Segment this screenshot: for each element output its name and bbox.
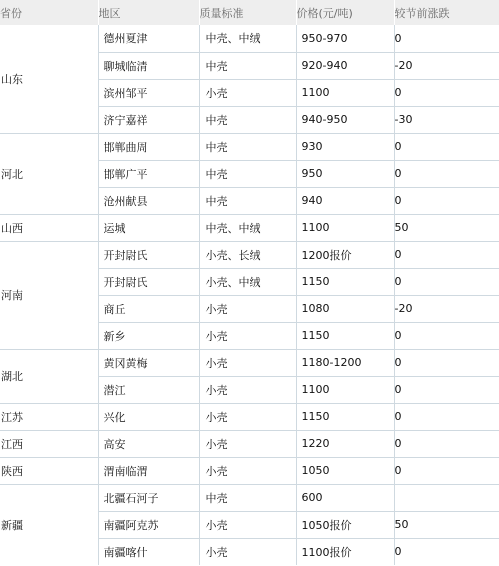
quality-cell: 小壳 xyxy=(199,538,296,565)
quality-cell: 小壳 xyxy=(199,430,296,457)
region-cell: 潜江 xyxy=(98,376,199,403)
quality-cell: 中壳、中绒 xyxy=(199,214,296,241)
price-cell: 1150 xyxy=(296,322,394,349)
price-cell: 1100 xyxy=(296,79,394,106)
region-cell: 黄冈黄梅 xyxy=(98,349,199,376)
quality-cell: 中壳 xyxy=(199,133,296,160)
change-cell: 0 xyxy=(394,403,499,430)
change-cell: 50 xyxy=(394,511,499,538)
region-cell: 沧州献县 xyxy=(98,187,199,214)
quality-cell: 小壳 xyxy=(199,349,296,376)
region-cell: 邯郸曲周 xyxy=(98,133,199,160)
price-cell: 1080 xyxy=(296,295,394,322)
price-cell: 1100 xyxy=(296,376,394,403)
table-row xyxy=(0,25,499,52)
quality-cell: 中壳 xyxy=(199,52,296,79)
change-cell: 50 xyxy=(394,214,499,241)
region-cell: 聊城临清 xyxy=(98,52,199,79)
province-cell: 湖北 xyxy=(0,349,98,403)
table-row xyxy=(0,214,499,241)
province-cell: 江西 xyxy=(0,430,98,457)
region-cell: 开封尉氏 xyxy=(98,241,199,268)
price-cell: 920-940 xyxy=(296,52,394,79)
table-header xyxy=(0,0,499,25)
province-cell: 河南 xyxy=(0,241,98,349)
change-cell xyxy=(394,484,499,511)
province-cell: 江苏 xyxy=(0,403,98,430)
table-row xyxy=(0,484,499,511)
price-cell: 1050 xyxy=(296,457,394,484)
change-cell: -20 xyxy=(394,52,499,79)
region-cell: 滨州邹平 xyxy=(98,79,199,106)
change-cell: 0 xyxy=(394,160,499,187)
quality-cell: 中壳、中绒 xyxy=(199,25,296,52)
change-cell: 0 xyxy=(394,187,499,214)
change-cell: 0 xyxy=(394,430,499,457)
quality-cell: 小壳 xyxy=(199,457,296,484)
quality-cell: 小壳 xyxy=(199,295,296,322)
change-cell: 0 xyxy=(394,25,499,52)
price-cell: 930 xyxy=(296,133,394,160)
change-cell: 0 xyxy=(394,79,499,106)
quality-cell: 小壳、长绒 xyxy=(199,241,296,268)
price-cell: 940 xyxy=(296,187,394,214)
change-cell: 0 xyxy=(394,457,499,484)
change-cell: 0 xyxy=(394,133,499,160)
region-cell: 南疆喀什 xyxy=(98,538,199,565)
change-cell: 0 xyxy=(394,268,499,295)
region-cell: 兴化 xyxy=(98,403,199,430)
price-cell: 1200报价 xyxy=(296,241,394,268)
price-cell: 940-950 xyxy=(296,106,394,133)
province-cell: 山西 xyxy=(0,214,98,241)
region-cell: 渭南临渭 xyxy=(98,457,199,484)
price-cell: 1220 xyxy=(296,430,394,457)
header-price: 价格(元/吨) xyxy=(296,0,394,25)
change-cell: -30 xyxy=(394,106,499,133)
region-cell: 南疆阿克苏 xyxy=(98,511,199,538)
region-cell: 高安 xyxy=(98,430,199,457)
region-cell: 济宁嘉祥 xyxy=(98,106,199,133)
header-province: 省份 xyxy=(0,0,98,25)
quality-cell: 小壳 xyxy=(199,403,296,430)
change-cell: 0 xyxy=(394,241,499,268)
region-cell: 德州夏津 xyxy=(98,25,199,52)
price-cell: 1150 xyxy=(296,403,394,430)
table-row xyxy=(0,241,499,268)
change-cell: 0 xyxy=(394,322,499,349)
quality-cell: 小壳 xyxy=(199,322,296,349)
header-region: 地区 xyxy=(98,0,199,25)
region-cell: 邯郸广平 xyxy=(98,160,199,187)
table-row xyxy=(0,457,499,484)
header-quality: 质量标准 xyxy=(199,0,296,25)
table-body xyxy=(0,25,499,565)
region-cell: 北疆石河子 xyxy=(98,484,199,511)
quality-cell: 中壳 xyxy=(199,484,296,511)
quality-cell: 小壳 xyxy=(199,376,296,403)
table-row xyxy=(0,403,499,430)
price-cell: 1150 xyxy=(296,268,394,295)
region-cell: 商丘 xyxy=(98,295,199,322)
province-cell: 山东 xyxy=(0,25,98,133)
change-cell: -20 xyxy=(394,295,499,322)
table-row xyxy=(0,430,499,457)
header-change: 较节前涨跌 xyxy=(394,0,499,25)
price-cell: 1050报价 xyxy=(296,511,394,538)
price-cell: 950-970 xyxy=(296,25,394,52)
quality-cell: 小壳 xyxy=(199,79,296,106)
quality-cell: 中壳 xyxy=(199,160,296,187)
province-cell: 新疆 xyxy=(0,484,98,565)
quality-cell: 小壳 xyxy=(199,511,296,538)
region-cell: 开封尉氏 xyxy=(98,268,199,295)
price-cell: 950 xyxy=(296,160,394,187)
table-row xyxy=(0,133,499,160)
region-cell: 运城 xyxy=(98,214,199,241)
province-cell: 陕西 xyxy=(0,457,98,484)
province-cell: 河北 xyxy=(0,133,98,214)
price-cell: 1180-1200 xyxy=(296,349,394,376)
change-cell: 0 xyxy=(394,349,499,376)
quality-cell: 中壳 xyxy=(199,187,296,214)
table-row xyxy=(0,349,499,376)
change-cell: 0 xyxy=(394,376,499,403)
price-cell: 1100报价 xyxy=(296,538,394,565)
region-cell: 新乡 xyxy=(98,322,199,349)
price-cell: 600 xyxy=(296,484,394,511)
quality-cell: 中壳 xyxy=(199,106,296,133)
change-cell: 0 xyxy=(394,538,499,565)
quality-cell: 小壳、中绒 xyxy=(199,268,296,295)
price-cell: 1100 xyxy=(296,214,394,241)
